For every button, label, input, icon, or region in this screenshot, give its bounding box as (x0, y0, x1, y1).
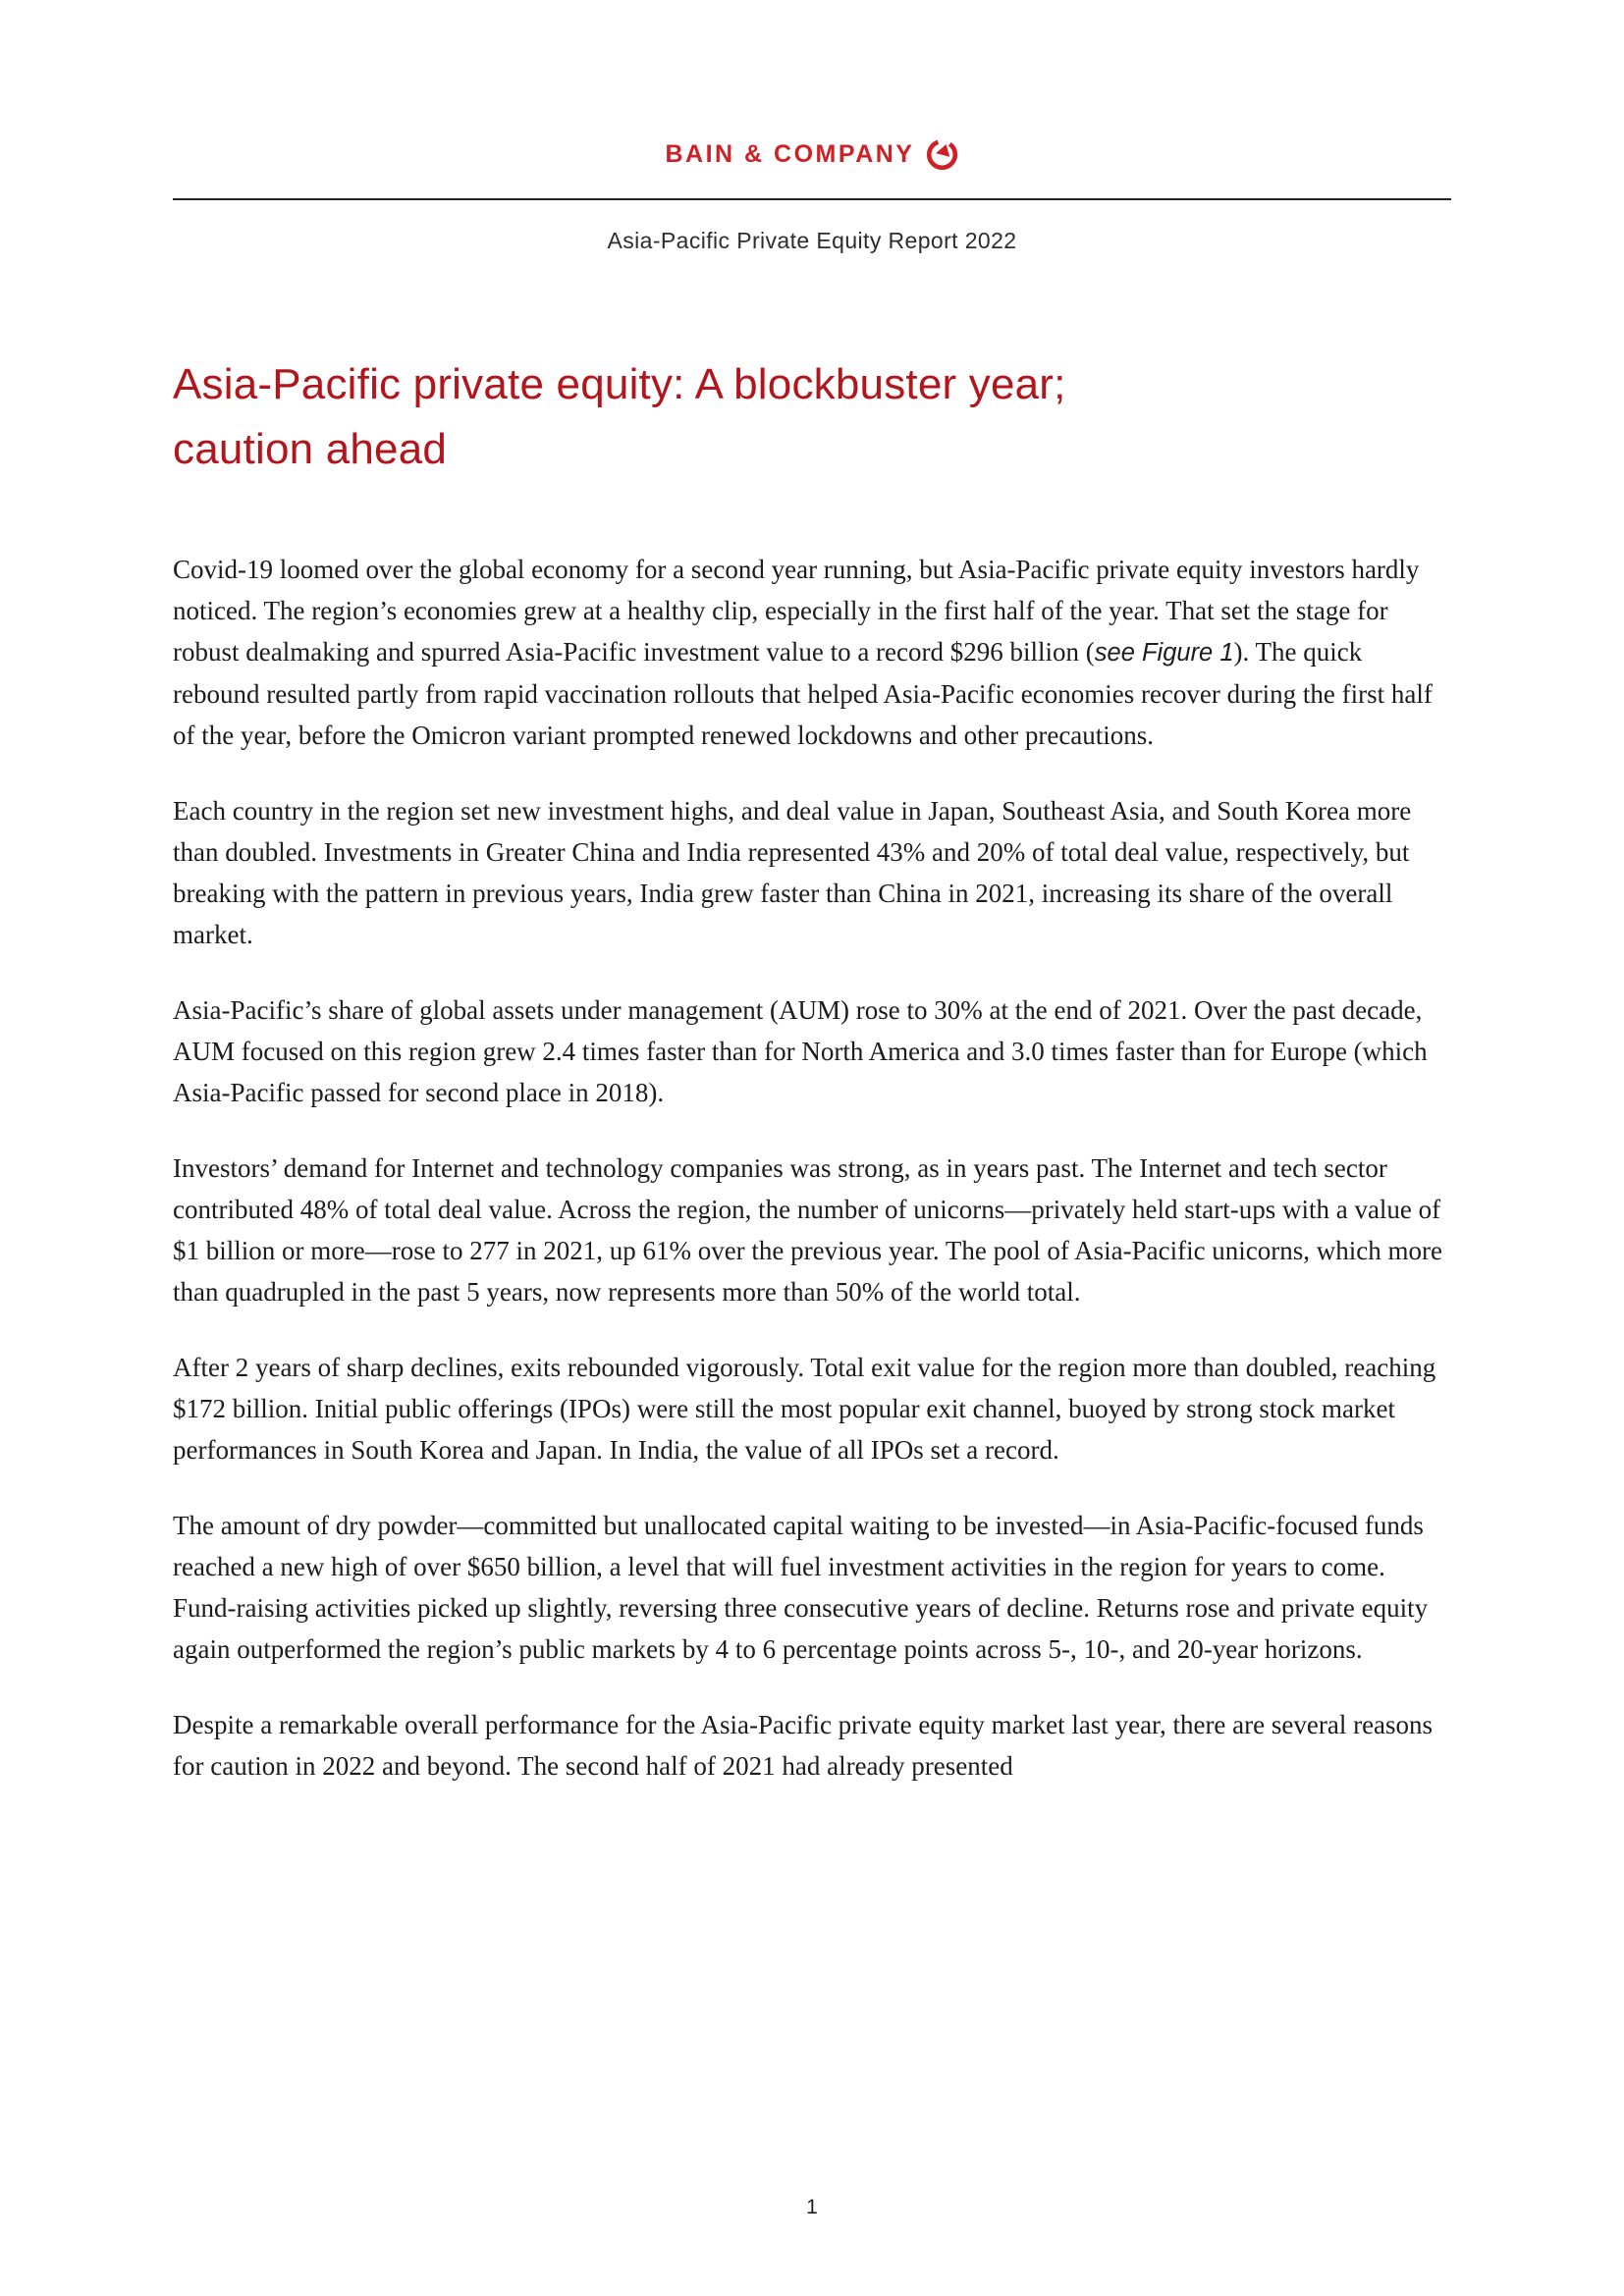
paragraph-3: Asia-Pacific’s share of global assets under management (AUM) rose to 30% at the end of 2021. Over the past decade, AUM focused on this region grew 2.4 times faster than for North America and 3.0 times faster than for Europe (which Asia-Pacific passed for second place in 2018). (173, 995, 1428, 1107)
paragraph-4: Investors’ demand for Internet and technology companies was strong, as in years past. The Internet and tech sector contributed 48% of total deal value. Across the region, the number of unicorns—privately held start-ups with a value of $1 billion or more—rose to 277 in 2021, up 61% over the previous year. The pool of Asia-Pacific unicorns, which more than quadrupled in the past 5 years, now represents more than 50% of the world total. (173, 1153, 1442, 1307)
header-divider (173, 198, 1451, 200)
article (173, 352, 1451, 1787)
paragraph-1-text: Covid-19 loomed over the global economy for a second year running, but Asia-Pacific private equity investors hardly noticed. The region’s economies grew at a healthy clip, especially in the first half of the year. That set the stage for robust dealmaking and spurred Asia-Pacific investment value to a record $296 billion ( (173, 555, 1420, 667)
bain-compass-arrow-icon (926, 138, 958, 171)
article-title-line1: Asia-Pacific private equity: A blockbuster year; (173, 360, 1066, 408)
report-title: Asia-Pacific Private Equity Report 2022 (607, 228, 1017, 253)
figure-reference: see Figure 1 (1094, 639, 1234, 667)
paragraph-5: After 2 years of sharp declines, exits rebounded vigorously. Total exit value for the region more than doubled, reaching $172 billion. Initial public offerings (IPOs) were still the most popular exit channel, buoyed by strong stock market performances in South Korea and Japan. In India, the value of all IPOs set a record. (173, 1353, 1436, 1465)
bain-logo-text: BAIN & COMPANY (665, 140, 915, 168)
paragraph-1-text-after: ). The quick rebound resulted partly from rapid vaccination rollouts that helped Asia-Pacific economies recover during the first half of the year, before the Omicron variant prompted renewed lockdowns and other precautions. (173, 637, 1433, 750)
article-title (173, 352, 1451, 482)
paragraph-7: Despite a remarkable overall performance for the Asia-Pacific private equity market last year, there are several reasons for caution in 2022 and beyond. The second half of 2021 had already presented (173, 1710, 1434, 1781)
paragraph-2: Each country in the region set new investment highs, and deal value in Japan, Southeast Asia, and South Korea more than doubled. Investments in Greater China and India represented 43% and 20% of total deal value, respectively, but breaking with the pattern in previous years, India grew faster than China in 2021, increasing its share of the overall market. (173, 796, 1412, 949)
page-number: 1 (806, 2196, 818, 2218)
article-title-line2: caution ahead (173, 425, 448, 473)
masthead (173, 137, 1451, 254)
bain-logo (666, 137, 959, 171)
paragraph-1 (173, 549, 1451, 756)
paragraph-6: The amount of dry powder—committed but unallocated capital waiting to be invested—in Asia-Pacific-focused funds reached a new high of over $650 billion, a level that will fuel investment activities in the region for years to come. Fund-raising activities picked up slightly, reversing three consecutive years of decline. Returns rose and private equity again outperformed the region’s public markets by 4 to 6 percentage points across 5-, 10-, and 20-year horizons. (173, 1511, 1429, 1664)
